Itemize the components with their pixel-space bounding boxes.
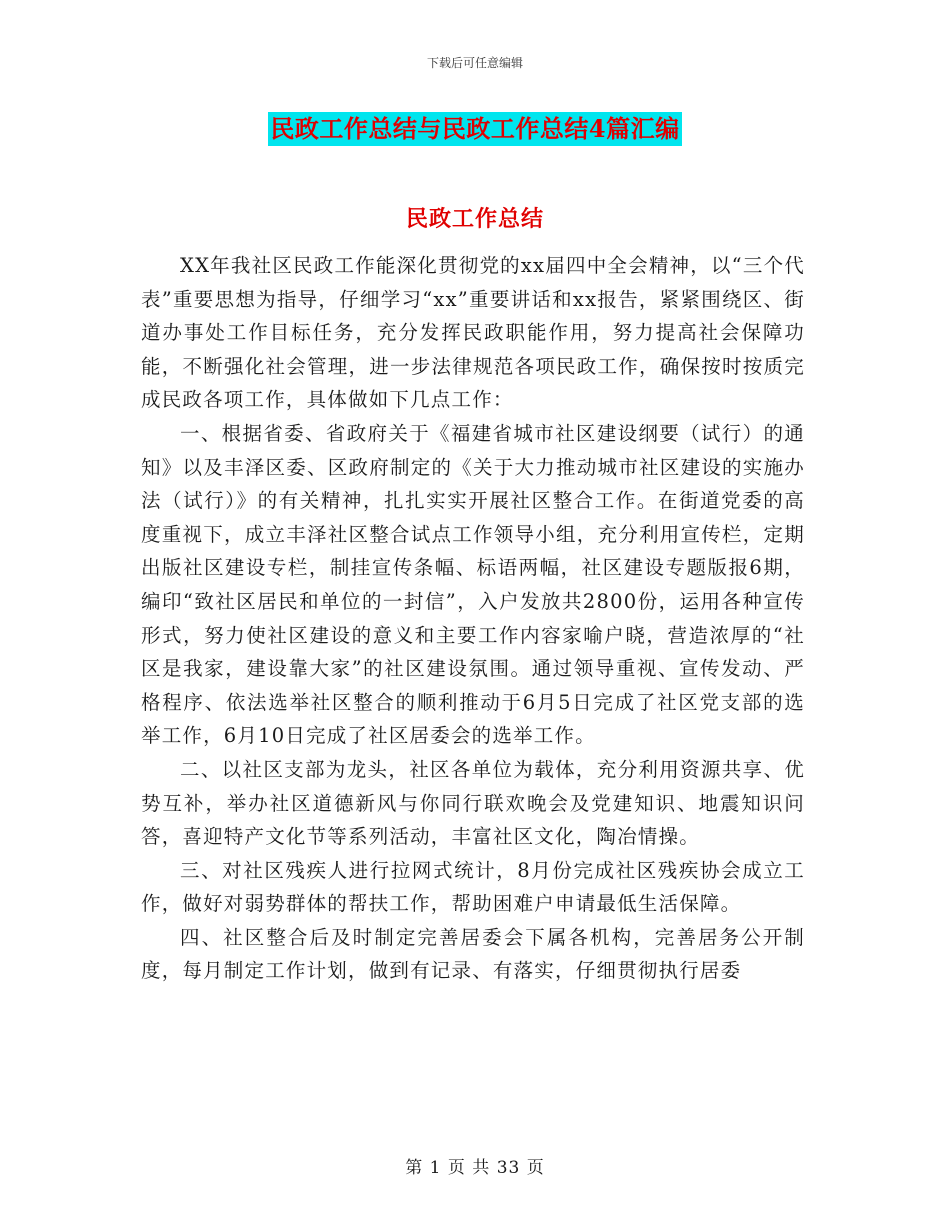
header-note: 下载后可任意编辑 bbox=[426, 56, 523, 70]
section-title: 民政工作总结 bbox=[405, 206, 544, 232]
document-body bbox=[141, 249, 805, 988]
paragraph: 二、以社区支部为龙头，社区各单位为载体，充分利用资源共享、优势互补，举办社区道德新风与你同行联欢晚会及党建知识、地震知识问答，喜迎特产文化节等系列活动，丰富社区文化，陶冶情操。 bbox=[141, 757, 805, 849]
document-title-wrapper bbox=[0, 112, 950, 146]
paragraph: 四、社区整合后及时制定完善居委会下属各机构，完善居务公开制度，每月制定工作计划，做到有记录、有落实，仔细贯彻执行居委 bbox=[141, 925, 805, 983]
paragraph: XX年我社区民政工作能深化贯彻党的xx届四中全会精神，以“三个代表”重要思想为指导，仔细学习“xx”重要讲话和xx报告，紧紧围绕区、街道办事处工作目标任务，充分发挥民政职能作用，努力提高社会保障功能，不断强化社会管理，进一步法律规范各项民政工作，确保按时按质完成民政各项工作，具体做如下几点工作： bbox=[141, 254, 805, 412]
paragraph: 三、对社区残疾人进行拉网式统计，8月份完成社区残疾协会成立工作，做好对弱势群体的帮扶工作，帮助困难户申请最低生活保障。 bbox=[141, 858, 805, 916]
document-title: 民政工作总结与民政工作总结4篇汇编 bbox=[268, 112, 681, 146]
page-number-footer: 第 1 页 共 33 页 bbox=[405, 1158, 545, 1178]
paragraph: 一、根据省委、省政府关于《福建省城市社区建设纲要（试行）的通知》以及丰泽区委、区政府制定的《关于大力推动城市社区建设的实施办法（试行）》的有关精神，扎扎实实开展社区整合工作。在街道党委的高度重视下，成立丰泽社区整合试点工作领导小组，充分利用宣传栏，定期出版社区建设专栏，制挂宣传条幅、标语两幅，社区建设专题版报6期，编印“致社区居民和单位的一封信”，入户发放共2800份，运用各种宣传形式，努力使社区建设的意义和主要工作内容家喻户晓，营造浓厚的“社区是我家，建设靠大家”的社区建设氛围。通过领导重视、宣传发动、严格程序、依法选举社区整合的顺利推动于6月5日完成了社区党支部的选举工作，6月10日完成了社区居委会的选举工作。 bbox=[141, 421, 805, 748]
